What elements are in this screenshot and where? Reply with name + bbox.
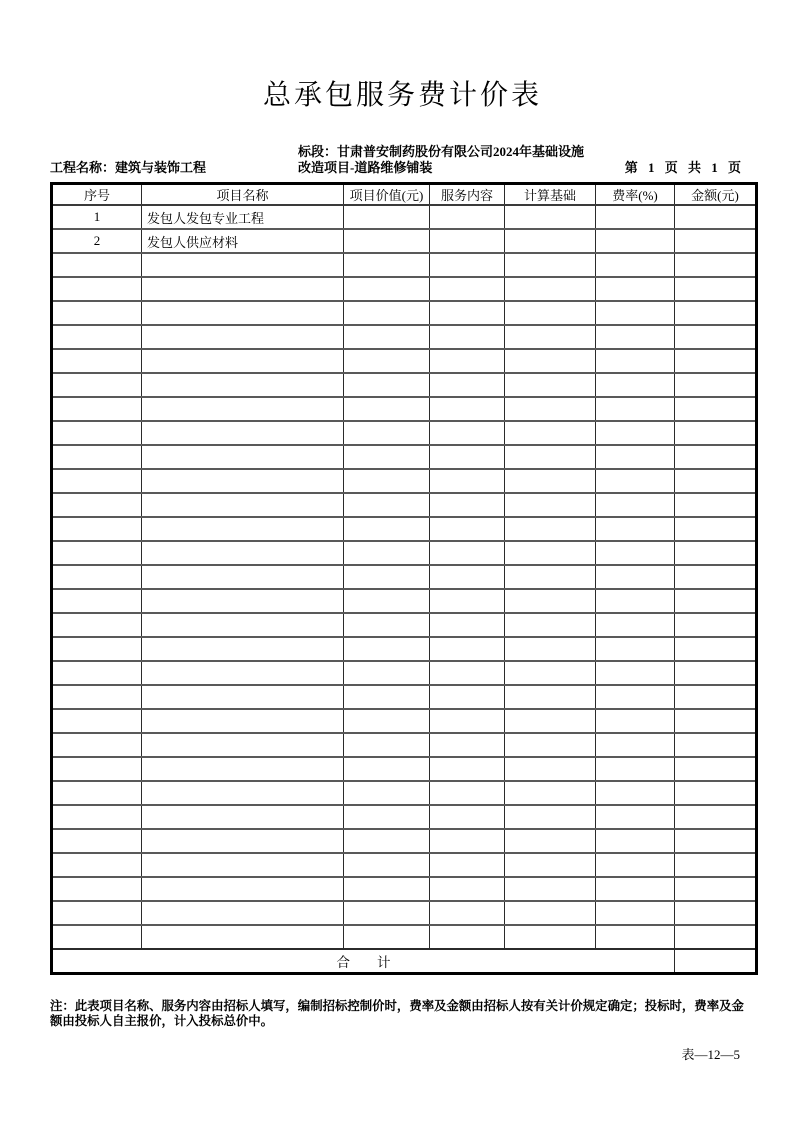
page-number: 第 1 页 共 1 页 <box>624 160 741 176</box>
cell-empty <box>430 325 505 349</box>
cell-empty <box>505 661 596 685</box>
cell-empty <box>596 805 675 829</box>
table-row <box>52 349 757 373</box>
table-row <box>52 325 757 349</box>
table-row <box>52 709 757 733</box>
cell-serial <box>52 517 142 541</box>
cell-item-name <box>142 301 344 325</box>
cell-empty <box>675 469 757 493</box>
cell-empty <box>596 781 675 805</box>
cell-item-name <box>142 541 344 565</box>
cell-serial <box>52 877 142 901</box>
table-row <box>52 277 757 301</box>
table-row <box>52 517 757 541</box>
form-number: 表—12—5 <box>681 1046 740 1062</box>
cell-empty <box>344 277 430 301</box>
cell-empty <box>596 445 675 469</box>
cell-serial <box>52 685 142 709</box>
cell-empty <box>344 901 430 925</box>
cell-empty <box>596 517 675 541</box>
cell-empty <box>675 325 757 349</box>
column-header-item-name: 项目名称 <box>142 184 344 206</box>
cell-empty <box>430 493 505 517</box>
cell-empty <box>505 541 596 565</box>
cell-empty <box>675 301 757 325</box>
cell-item-name <box>142 253 344 277</box>
cell-empty <box>675 733 757 757</box>
cell-empty <box>430 445 505 469</box>
cell-serial <box>52 733 142 757</box>
cell-empty <box>596 613 675 637</box>
cell-empty <box>675 445 757 469</box>
cell-empty <box>675 277 757 301</box>
column-header-rate: 费率(%) <box>596 184 675 206</box>
cell-empty <box>344 421 430 445</box>
cell-empty <box>344 469 430 493</box>
cell-empty <box>596 373 675 397</box>
cell-empty <box>505 637 596 661</box>
cell-empty <box>430 469 505 493</box>
cell-empty <box>430 685 505 709</box>
cell-empty <box>505 781 596 805</box>
cell-empty <box>430 253 505 277</box>
cell-empty <box>344 805 430 829</box>
cell-empty <box>505 277 596 301</box>
cell-item-name <box>142 565 344 589</box>
cell-empty <box>505 925 596 949</box>
cell-item-name <box>142 373 344 397</box>
table-row <box>52 661 757 685</box>
cell-empty <box>675 757 757 781</box>
cell-empty <box>505 805 596 829</box>
cell-serial <box>52 781 142 805</box>
table-row <box>52 301 757 325</box>
cell-empty <box>505 685 596 709</box>
cell-empty <box>596 661 675 685</box>
table-row <box>52 253 757 277</box>
cell-empty <box>675 589 757 613</box>
cell-empty <box>596 901 675 925</box>
cell-empty <box>430 757 505 781</box>
section-line1: 标段：甘肃普安制药股份有限公司2024年基础设施 <box>298 144 585 160</box>
table-row <box>52 589 757 613</box>
cell-empty <box>430 301 505 325</box>
cell-empty <box>675 853 757 877</box>
cell-empty <box>596 349 675 373</box>
cell-serial <box>52 421 142 445</box>
cell-empty <box>344 781 430 805</box>
cell-empty <box>596 301 675 325</box>
cell-empty <box>430 565 505 589</box>
cell-empty <box>344 613 430 637</box>
table-row <box>52 493 757 517</box>
cell-empty <box>505 517 596 541</box>
cell-serial <box>52 397 142 421</box>
cell-empty <box>675 685 757 709</box>
cell-empty <box>344 589 430 613</box>
cell-empty <box>596 925 675 949</box>
cell-empty <box>675 565 757 589</box>
cell-item-name <box>142 397 344 421</box>
cell-empty <box>505 349 596 373</box>
cell-serial <box>52 349 142 373</box>
cell-empty <box>596 397 675 421</box>
cell-empty <box>675 637 757 661</box>
table-row <box>52 613 757 637</box>
cell-item-name <box>142 517 344 541</box>
cell-empty <box>344 493 430 517</box>
table-row <box>52 205 757 229</box>
cell-empty <box>430 661 505 685</box>
cell-empty <box>596 829 675 853</box>
cell-item-name <box>142 661 344 685</box>
cell-empty <box>430 925 505 949</box>
cell-serial <box>52 589 142 613</box>
cell-empty <box>505 421 596 445</box>
table-header <box>52 184 757 206</box>
cell-serial <box>52 637 142 661</box>
cell-item-name <box>142 733 344 757</box>
total-row <box>52 949 757 973</box>
cell-empty <box>344 685 430 709</box>
cell-empty <box>344 445 430 469</box>
table-row <box>52 685 757 709</box>
cell-empty <box>505 397 596 421</box>
cell-empty <box>596 757 675 781</box>
cell-empty <box>344 517 430 541</box>
cell-empty <box>505 733 596 757</box>
section-info <box>298 144 612 176</box>
cell-empty <box>675 205 757 229</box>
table-row <box>52 541 757 565</box>
cell-empty <box>430 517 505 541</box>
cell-serial <box>52 277 142 301</box>
table-row <box>52 829 757 853</box>
cell-empty <box>430 805 505 829</box>
cell-empty <box>344 565 430 589</box>
cell-empty <box>675 397 757 421</box>
cell-empty <box>596 421 675 445</box>
cell-empty <box>675 613 757 637</box>
cell-empty <box>675 517 757 541</box>
cell-empty <box>344 349 430 373</box>
cell-empty <box>596 685 675 709</box>
cell-serial <box>52 805 142 829</box>
cell-empty <box>430 541 505 565</box>
cell-empty <box>505 589 596 613</box>
cell-serial <box>52 469 142 493</box>
cell-item-name <box>142 709 344 733</box>
project-name: 工程名称：建筑与装饰工程 <box>50 160 207 176</box>
cell-item-name <box>142 421 344 445</box>
cell-empty <box>505 469 596 493</box>
cell-empty <box>344 709 430 733</box>
table-row <box>52 421 757 445</box>
cell-serial <box>52 709 142 733</box>
cell-serial <box>52 373 142 397</box>
cell-empty <box>596 637 675 661</box>
cell-serial <box>52 253 142 277</box>
cell-item-name <box>142 613 344 637</box>
cell-serial: 2 <box>52 229 142 253</box>
cell-empty <box>430 589 505 613</box>
cell-empty <box>344 373 430 397</box>
cell-empty <box>596 589 675 613</box>
cell-empty <box>505 205 596 229</box>
total-label: 合 计 <box>52 949 675 973</box>
cell-empty <box>430 397 505 421</box>
table-row <box>52 877 757 901</box>
table-row <box>52 445 757 469</box>
cell-serial <box>52 901 142 925</box>
cell-empty <box>505 325 596 349</box>
column-header-calc-basis: 计算基础 <box>505 184 596 206</box>
cell-empty <box>344 877 430 901</box>
cell-serial <box>52 565 142 589</box>
cell-item-name <box>142 805 344 829</box>
cell-empty <box>505 877 596 901</box>
cell-empty <box>505 829 596 853</box>
table-body <box>52 205 757 949</box>
cell-item-name <box>142 829 344 853</box>
cell-serial: 1 <box>52 205 142 229</box>
cell-item-name <box>142 469 344 493</box>
cell-item-name <box>142 877 344 901</box>
cell-empty <box>596 541 675 565</box>
cell-empty <box>596 853 675 877</box>
service-fee-table <box>50 182 758 975</box>
cell-empty <box>505 757 596 781</box>
cell-empty <box>430 613 505 637</box>
cell-empty <box>675 925 757 949</box>
table-row <box>52 229 757 253</box>
cell-empty <box>596 229 675 253</box>
cell-serial <box>52 661 142 685</box>
table-row <box>52 397 757 421</box>
cell-empty <box>344 637 430 661</box>
cell-empty <box>344 397 430 421</box>
cell-empty <box>344 853 430 877</box>
cell-empty <box>596 205 675 229</box>
cell-serial <box>52 757 142 781</box>
cell-serial <box>52 325 142 349</box>
cell-empty <box>505 613 596 637</box>
cell-empty <box>430 349 505 373</box>
cell-serial <box>52 829 142 853</box>
cell-item-name <box>142 349 344 373</box>
cell-empty <box>430 277 505 301</box>
cell-empty <box>430 829 505 853</box>
cell-empty <box>505 901 596 925</box>
cell-empty <box>344 229 430 253</box>
cell-empty <box>675 781 757 805</box>
page-title: 总承包服务费计价表 <box>262 80 542 111</box>
cell-serial <box>52 541 142 565</box>
cell-item-name <box>142 685 344 709</box>
table-row <box>52 565 757 589</box>
cell-serial <box>52 445 142 469</box>
cell-empty <box>596 325 675 349</box>
cell-item-name <box>142 277 344 301</box>
cell-serial <box>52 853 142 877</box>
column-header-amount: 金额(元) <box>675 184 757 206</box>
cell-empty <box>596 709 675 733</box>
cell-empty <box>430 709 505 733</box>
cell-empty <box>596 253 675 277</box>
cell-empty <box>430 877 505 901</box>
column-header-serial: 序号 <box>52 184 142 206</box>
cell-empty <box>596 493 675 517</box>
cell-empty <box>430 901 505 925</box>
cell-empty <box>430 373 505 397</box>
cell-empty <box>675 349 757 373</box>
cell-item-name <box>142 589 344 613</box>
cell-empty <box>675 373 757 397</box>
cell-empty <box>344 829 430 853</box>
cell-item-name <box>142 445 344 469</box>
cell-empty <box>675 709 757 733</box>
section-line2: 改造项目-道路维修铺装 <box>298 160 433 176</box>
cell-empty <box>596 565 675 589</box>
cell-empty <box>505 493 596 517</box>
cell-empty <box>596 277 675 301</box>
table-row <box>52 469 757 493</box>
table-row <box>52 805 757 829</box>
cell-empty <box>505 229 596 253</box>
cell-empty <box>430 733 505 757</box>
meta-row <box>50 144 755 176</box>
cell-empty <box>430 229 505 253</box>
note-text: 注：此表项目名称、服务内容由招标人填写，编制招标控制价时，费率及金额由招标人按有关计价规定确定；投标时，费率及金额由投标人自主报价，计入投标总价中。 <box>50 998 744 1029</box>
cell-item-name <box>142 637 344 661</box>
total-amount-cell <box>675 949 757 973</box>
cell-item-name <box>142 757 344 781</box>
cell-empty <box>505 373 596 397</box>
cell-empty <box>430 205 505 229</box>
cell-empty <box>430 781 505 805</box>
cell-empty <box>505 301 596 325</box>
cell-item-name <box>142 493 344 517</box>
cell-empty <box>344 541 430 565</box>
cell-empty <box>430 637 505 661</box>
table-row <box>52 853 757 877</box>
cell-item-name <box>142 325 344 349</box>
cell-empty <box>505 445 596 469</box>
cell-empty <box>505 253 596 277</box>
table-footer <box>52 949 757 973</box>
cell-empty <box>675 229 757 253</box>
cell-serial <box>52 613 142 637</box>
table-row <box>52 373 757 397</box>
cell-empty <box>344 253 430 277</box>
cell-empty <box>344 301 430 325</box>
cell-empty <box>505 853 596 877</box>
cell-item-name <box>142 853 344 877</box>
cell-item-name <box>142 901 344 925</box>
cell-empty <box>675 877 757 901</box>
cell-empty <box>344 205 430 229</box>
document-page <box>50 0 755 1063</box>
cell-empty <box>344 757 430 781</box>
cell-serial <box>52 493 142 517</box>
cell-item-name: 发包人供应材料 <box>142 229 344 253</box>
cell-serial <box>52 301 142 325</box>
cell-empty <box>344 325 430 349</box>
cell-empty <box>596 469 675 493</box>
cell-empty <box>505 709 596 733</box>
cell-empty <box>675 661 757 685</box>
cell-item-name <box>142 781 344 805</box>
cell-serial <box>52 925 142 949</box>
cell-empty <box>344 733 430 757</box>
table-row <box>52 781 757 805</box>
cell-item-name <box>142 925 344 949</box>
table-row <box>52 925 757 949</box>
cell-empty <box>344 661 430 685</box>
header-row <box>52 184 757 206</box>
column-header-service: 服务内容 <box>430 184 505 206</box>
table-row <box>52 637 757 661</box>
cell-empty <box>430 421 505 445</box>
cell-empty <box>344 925 430 949</box>
cell-empty <box>505 565 596 589</box>
cell-empty <box>596 877 675 901</box>
table-row <box>52 757 757 781</box>
cell-empty <box>675 829 757 853</box>
cell-empty <box>675 493 757 517</box>
table-row <box>52 733 757 757</box>
cell-empty <box>675 541 757 565</box>
cell-empty <box>430 853 505 877</box>
cell-empty <box>675 901 757 925</box>
cell-empty <box>675 805 757 829</box>
table-row <box>52 901 757 925</box>
column-header-item-value: 项目价值(元) <box>344 184 430 206</box>
cell-item-name: 发包人发包专业工程 <box>142 205 344 229</box>
cell-empty <box>596 733 675 757</box>
cell-empty <box>675 421 757 445</box>
cell-empty <box>675 253 757 277</box>
